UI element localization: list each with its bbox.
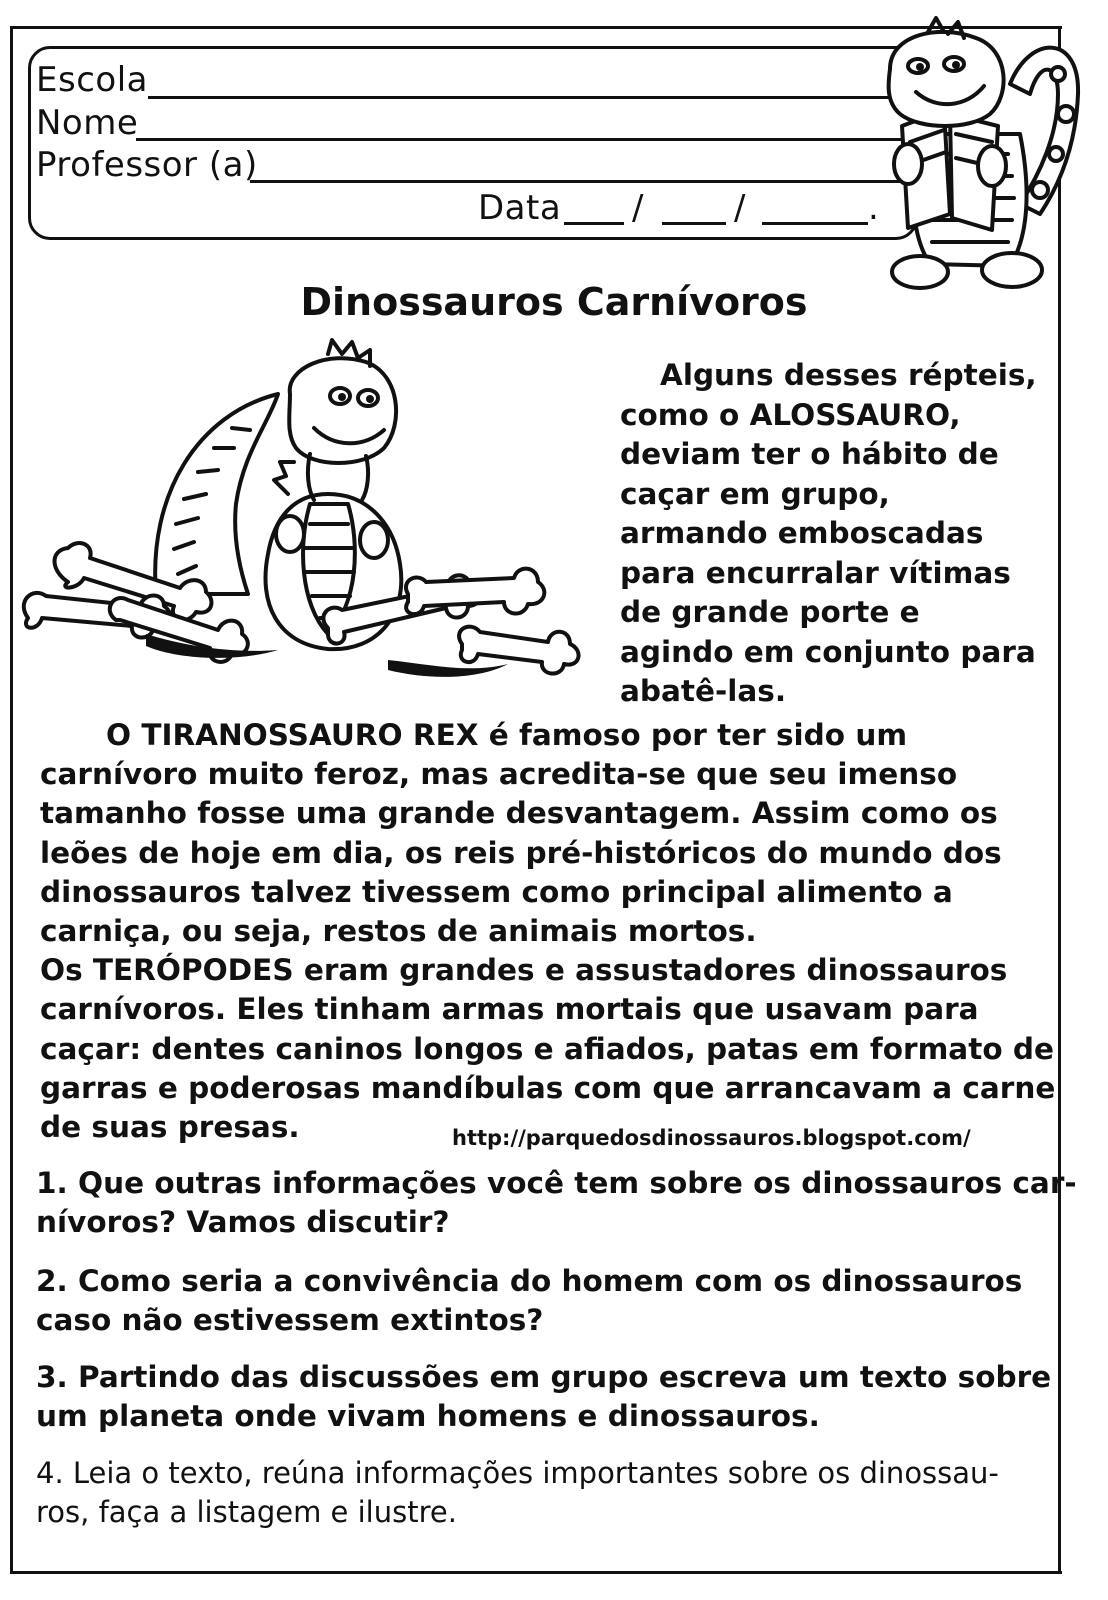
body-line: de suas presas. — [40, 1110, 300, 1145]
intro-line: Alguns desses répteis, — [660, 358, 1037, 392]
date-sep-1: / — [632, 188, 644, 228]
intro-line: de grande porte e — [620, 595, 920, 629]
body-line: carnívoro muito feroz, mas acredita-se que seu imenso — [40, 757, 958, 792]
body-line: carniça, ou seja, restos de animais mortos. — [40, 914, 757, 949]
body-line: carnívoros. Eles tinham armas mortais que usavam para — [40, 992, 979, 1027]
date-month-blank[interactable] — [662, 222, 726, 225]
date-sep-2: / — [734, 188, 746, 228]
name-blank[interactable] — [136, 138, 908, 141]
date-day-blank[interactable] — [564, 222, 624, 225]
school-row — [36, 60, 148, 100]
date-year-blank[interactable] — [762, 222, 868, 225]
intro-line: deviam ter o hábito de — [620, 437, 999, 471]
body-line: dinossauros talvez tivessem como principal alimento a — [40, 874, 953, 909]
body-line: tamanho fosse uma grande desvantagem. Assim como os — [40, 796, 998, 831]
name-label: Nome — [36, 103, 139, 143]
name-row — [36, 103, 138, 143]
body-line: caçar: dentes caninos longos e afiados, patas em formato de — [40, 1031, 1054, 1066]
date-end: . — [868, 188, 880, 228]
date-label: Data — [478, 188, 562, 228]
school-blank[interactable] — [148, 96, 908, 99]
body-paragraphs — [40, 716, 1070, 1147]
page-title: Dinossauros Carnívoros — [300, 280, 808, 324]
header-box — [28, 46, 918, 240]
body-line: O TIRANOSSAURO REX é famoso por ter sido um — [106, 718, 908, 752]
intro-line: para encurralar vítimas — [620, 555, 1011, 590]
school-label: Escola — [36, 60, 148, 100]
intro-line: abatê-las. — [620, 674, 787, 708]
dinosaur-bones-illustration — [28, 344, 608, 704]
source-url[interactable]: http://parquedosdinossauros.blogspot.com/ — [452, 1126, 971, 1150]
dinosaur-reading-illustration — [880, 14, 1085, 296]
teacher-label: Professor (a) — [36, 145, 258, 185]
question-4: 4. Leia o texto, reúna informações importantes sobre os dinossau- ros, faça a listagem e ilustre. — [36, 1456, 999, 1529]
question-2: 2. Como seria a convivência do homem com os dinossauros caso não estivessem extintos? — [36, 1264, 1023, 1337]
body-line: garras e poderosas mandíbulas com que arrancavam a carne — [40, 1070, 1056, 1105]
body-line: Os TERÓPODES eram grandes e assustadores dinossauros — [40, 953, 1008, 988]
question-1: 1. Que outras informações você tem sobre os dinossauros car- nívoros? Vamos discutir? — [36, 1166, 1077, 1239]
intro-line: armando emboscadas — [620, 516, 984, 550]
teacher-blank[interactable] — [250, 180, 908, 183]
teacher-row — [36, 145, 258, 185]
intro-line: caçar em grupo, — [620, 476, 890, 511]
body-line: leões de hoje em dia, os reis pré-históricos do mundo dos — [40, 835, 1002, 870]
question-3: 3. Partindo das discussões em grupo escreva um texto sobre um planeta onde vivam homens e dinossauros. — [36, 1360, 1052, 1433]
intro-paragraph — [620, 356, 1072, 712]
intro-line: agindo em conjunto para — [620, 634, 1036, 669]
intro-line: como o ALOSSAURO, — [620, 397, 961, 432]
